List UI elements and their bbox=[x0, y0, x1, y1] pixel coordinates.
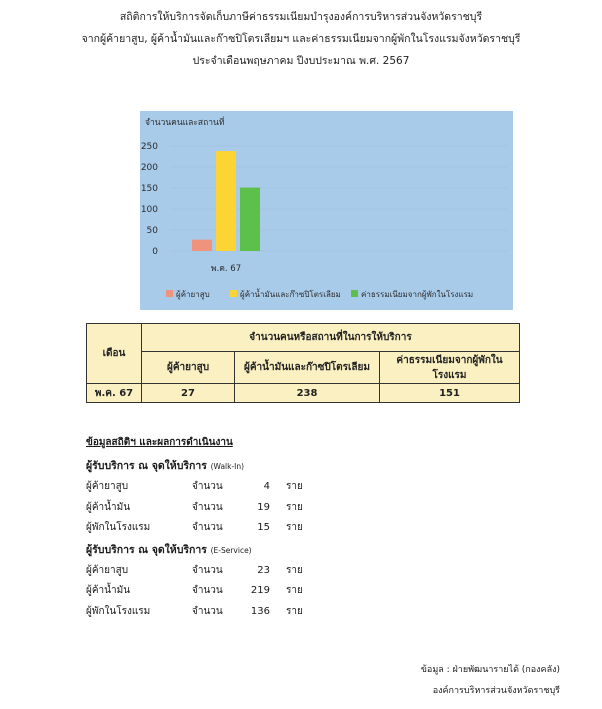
item-unit-word: จำนวน bbox=[192, 522, 223, 533]
list-item bbox=[86, 581, 526, 602]
item-unit: ราย bbox=[286, 481, 303, 492]
eservice-heading bbox=[86, 539, 526, 561]
list-item bbox=[86, 602, 526, 623]
y-tick-label: 0 bbox=[152, 247, 158, 257]
table-col-hotel: ค่าธรรมเนียมจากผู้พักในโรงแรม bbox=[380, 352, 520, 384]
eservice-tag: (E-Service) bbox=[210, 545, 252, 555]
item-unit: ราย bbox=[286, 564, 303, 576]
footer-source: ข้อมูล : ฝ่ายพัฒนารายได้ (กองคลัง) bbox=[420, 665, 560, 675]
item-unit: ราย bbox=[286, 522, 303, 533]
item-count: 219 bbox=[250, 585, 270, 596]
document-header bbox=[0, 6, 602, 72]
table-month-header: เดือน bbox=[87, 324, 142, 384]
item-unit-word: จำนวน bbox=[192, 481, 223, 492]
list-item bbox=[86, 498, 526, 519]
stats-table bbox=[86, 323, 520, 403]
table-col-oil: ผู้ค้าน้ำมันและก๊าซปิโตรเลียม bbox=[235, 352, 380, 384]
bar-3 bbox=[240, 188, 260, 251]
table-row-tobacco: 27 bbox=[142, 384, 235, 403]
legend-swatch-1 bbox=[166, 290, 173, 297]
list-item bbox=[86, 518, 526, 539]
x-tick-label: พ.ค. 67 bbox=[210, 264, 242, 274]
header-line-3: ประจำเดือนพฤษภาคม ปีงบประมาณ พ.ศ. 2567 bbox=[192, 55, 410, 67]
walkin-heading-text: ผู้รับบริการ ณ จุดให้บริการ bbox=[86, 460, 207, 472]
bar-2 bbox=[216, 151, 236, 251]
item-unit: ราย bbox=[286, 605, 303, 617]
y-axis-label: จำนวนคนและสถานที่ bbox=[145, 118, 225, 128]
table-row-month: พ.ค. 67 bbox=[87, 384, 142, 403]
y-tick-label: 200 bbox=[140, 163, 158, 173]
list-item bbox=[86, 561, 526, 582]
eservice-list bbox=[86, 561, 526, 623]
item-unit-word: จำนวน bbox=[192, 564, 223, 576]
item-label: ผู้ค้าน้ำมัน bbox=[86, 585, 131, 596]
item-count: 23 bbox=[257, 564, 270, 576]
table-col-tobacco: ผู้ค้ายาสูบ bbox=[142, 352, 235, 384]
item-count: 136 bbox=[250, 605, 270, 617]
item-label: ผู้ค้ายาสูบ bbox=[86, 481, 129, 492]
item-count: 15 bbox=[257, 522, 270, 533]
header-line-1: สถิติการให้บริการจัดเก็บภาษีค่าธรรมเนียมบำรุงองค์การบริหารส่วนจังหวัดราชบุรี bbox=[119, 11, 483, 23]
item-count: 4 bbox=[263, 481, 270, 492]
legend-swatch-3 bbox=[351, 290, 358, 297]
footer-org: องค์การบริหารส่วนจังหวัดราชบุรี bbox=[432, 686, 560, 696]
item-label: ผู้ค้ายาสูบ bbox=[86, 564, 129, 576]
bar-chart bbox=[140, 111, 513, 310]
legend-label-2: ผู้ค้าน้ำมันและก๊าซปิโตรเลียม bbox=[240, 290, 341, 299]
table-row-oil: 238 bbox=[235, 384, 380, 403]
footer bbox=[421, 660, 560, 702]
table-group-header: จำนวนคนหรือสถานที่ในการให้บริการ bbox=[142, 324, 520, 352]
item-unit-word: จำนวน bbox=[192, 605, 223, 617]
walkin-tag: (Walk-In) bbox=[210, 462, 245, 471]
legend-label-3: ค่าธรรมเนียมจากผู้พักในโรงแรม bbox=[361, 290, 474, 299]
walkin-list bbox=[86, 477, 526, 539]
y-tick-label: 50 bbox=[146, 226, 158, 236]
y-tick-label: 150 bbox=[140, 184, 158, 194]
item-unit: ราย bbox=[286, 501, 303, 513]
legend-label-1: ผู้ค้ายาสูบ bbox=[176, 290, 210, 299]
list-item bbox=[86, 477, 526, 498]
item-unit: ราย bbox=[286, 585, 303, 596]
y-tick-label: 100 bbox=[140, 205, 158, 215]
header-line-2: จากผู้ค้ายาสูบ, ผู้ค้าน้ำมันและก๊าซปิโตรเลียมฯ และค่าธรรมเนียมจากผู้พักในโรงแรมจังหวัดราชบุรี bbox=[81, 33, 521, 45]
item-unit-word: จำนวน bbox=[192, 585, 223, 596]
info-section bbox=[86, 435, 526, 622]
bar-1 bbox=[192, 240, 212, 251]
table-row-hotel: 151 bbox=[380, 384, 520, 403]
item-unit-word: จำนวน bbox=[192, 501, 223, 513]
chart-svg bbox=[140, 111, 513, 310]
item-label: ผู้ค้าน้ำมัน bbox=[86, 501, 131, 513]
y-tick-label: 250 bbox=[140, 142, 158, 152]
item-label: ผู้พักในโรงแรม bbox=[86, 522, 151, 533]
walkin-heading bbox=[86, 455, 526, 477]
item-label: ผู้พักในโรงแรม bbox=[86, 605, 151, 617]
legend-swatch-2 bbox=[230, 290, 237, 297]
item-count: 19 bbox=[257, 501, 270, 513]
eservice-heading-text: ผู้รับบริการ ณ จุดให้บริการ bbox=[86, 543, 207, 556]
info-title: ข้อมูลสถิติฯ และผลการดำเนินงาน bbox=[86, 437, 233, 448]
